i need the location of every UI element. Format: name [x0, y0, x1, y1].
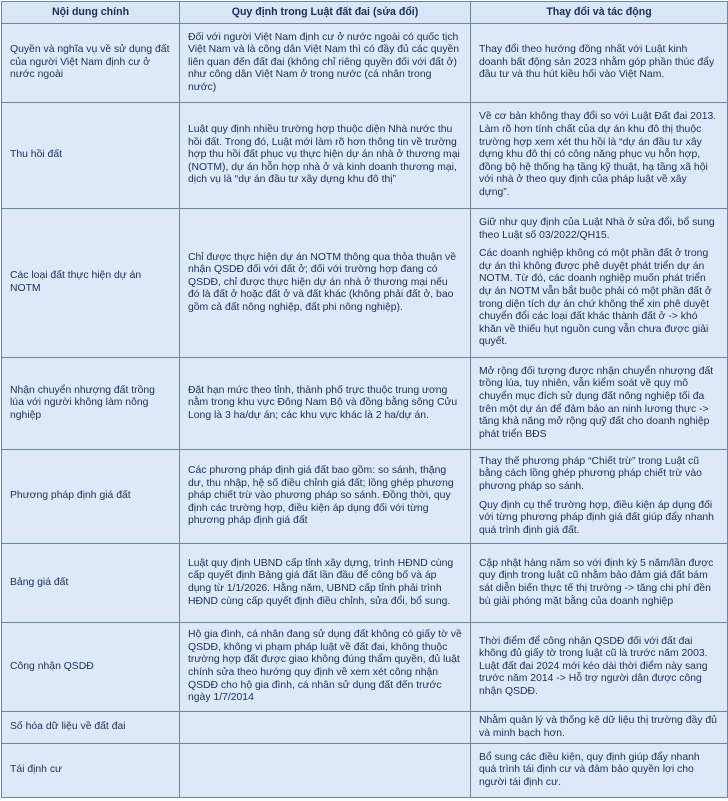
- impact-cell: [471, 103, 728, 209]
- topic-cell: Các loại đất thực hiện dự án NOTM: [2, 209, 180, 358]
- topic-cell: Nhận chuyển nhượng đất trồng lúa với người không làm nông nghiệp: [2, 358, 180, 450]
- impact-text: Quy định cụ thể trường hợp, điều kiện áp dụng đối với từng phương pháp định giá đất giúp đẩy nhanh quá trình định giá đất.: [479, 499, 714, 536]
- law-cell: Đối với người Việt Nam định cư ở nước ngoài có quốc tịch Việt Nam và là công dân Việt Nam thì có đầy đủ các quyền liên quan đến đất đai (không chỉ riêng quyền đối với đất ở) như công dân Việt Nam ở trong nước (cá nhân trong nước): [180, 24, 471, 103]
- impact-text: Các doanh nghiệp không có một phần đất ở trong dự án thì không được phê duyệt phát triển dự án NOTM. Từ đó, các doanh nghiệp muốn phát triển dự án NOTM vẫn bắt buộc phải có một phần đất ở trong diện tích dự án chứ không thể xin phê duyệt chuyển đổi các loại đất khác thành đất ở -> khó khăn về thiếu hụt nguồn cung vẫn chưa được giải quyết.: [479, 248, 712, 348]
- impact-text: Bổ sung các điều kiện, quy định giúp đẩy nhanh quá trình tái định cư và đảm bảo quyền lợi cho người tái định cư.: [479, 751, 700, 788]
- table-row: [2, 103, 728, 209]
- table-row: [2, 450, 728, 544]
- impact-cell: [471, 24, 728, 103]
- table-row: [2, 358, 728, 450]
- table-row: [2, 712, 728, 744]
- impact-text: Nhằm quản lý và thống kê dữ liệu thị trường đầy đủ và minh bạch hơn.: [479, 715, 717, 739]
- impact-text: Về cơ bản không thay đổi so với Luật Đất đai 2013. Làm rõ hơn tính chất của dự án khu đô thị thuộc trường hợp xem xét thu hồi là “dự án đầu tư xây dựng khu đô thị có công năng phục vụ hỗn hợp, đồng bộ hệ thống hạ tầng kỹ thuật, hạ tầng xã hội với nhà ở theo quy định của pháp luật về xây dựng”.: [479, 111, 717, 198]
- impact-cell: [471, 623, 728, 712]
- header-law: Quy định trong Luật đất đai (sửa đổi): [180, 2, 471, 24]
- impact-text: Thay thế phương pháp “Chiết trừ” trong Luật cũ bằng cách lồng ghép phương pháp chiết trừ vào phương pháp so sánh.: [479, 455, 702, 492]
- topic-cell: Số hóa dữ liệu về đất đai: [2, 712, 180, 744]
- law-cell: Chỉ được thực hiện dự án NOTM thông qua thỏa thuận về nhận QSDĐ đối với đất ở; đối với trường hợp đang có QSDĐ, chỉ được thực hiện dự án nhà ở thương mại nếu đó là đất ở hoặc đất ở và đất khác (không phải đất ở, bao gồm cả đất nông nghiệp, đất phi nông nghiệp).: [180, 209, 471, 358]
- topic-cell: Bảng giá đất: [2, 544, 180, 623]
- table-header-row: [2, 2, 728, 24]
- law-cell: [180, 712, 471, 744]
- impact-text: Thay đổi theo hướng đồng nhất với Luật kinh doanh bất động sản 2023 nhằm góp phần thúc đẩy đầu tư và thu hút kiều hối vào Việt Nam.: [479, 44, 715, 81]
- impact-cell: [471, 744, 728, 798]
- impact-text: Giữ như quy định của Luật Nhà ở sửa đổi, bổ sung theo Luật số 03/2022/QH15.: [479, 217, 715, 241]
- impact-cell: [471, 450, 728, 544]
- topic-cell: Thu hồi đất: [2, 103, 180, 209]
- impact-cell: [471, 712, 728, 744]
- impact-text: Cập nhật hàng năm so với định kỳ 5 năm/lần được quy định trong luật cũ nhằm bảo đảm giá đất bám sát diễn biến thực tế thị trường -> tăng chi phí đền bù giải phóng mặt bằng của doanh nghiệp: [479, 557, 714, 607]
- table-row: [2, 744, 728, 798]
- law-cell: Hộ gia đình, cá nhân đang sử dụng đất không có giấy tờ về QSDĐ, không vi phạm pháp luật về đất đai, không thuộc trường hợp đất được giao không đúng thẩm quyền, đủ luật chính sửa theo hướng quy định về xem xét công nhận QSDĐ cho hộ gia đình, cá nhân sử dụng đất đến trước ngày 1/7/2014: [180, 623, 471, 712]
- table-row: [2, 209, 728, 358]
- header-topic: Nội dung chính: [2, 2, 180, 24]
- header-impact: Thay đổi và tác động: [471, 2, 728, 24]
- table-row: [2, 623, 728, 712]
- impact-cell: [471, 358, 728, 450]
- land-law-table: [1, 1, 728, 798]
- law-cell: [180, 744, 471, 798]
- impact-cell: [471, 544, 728, 623]
- topic-cell: Quyền và nghĩa vụ về sử dụng đất của người Việt Nam định cư ở nước ngoài: [2, 24, 180, 103]
- impact-text: Mở rộng đối tượng được nhận chuyển nhượng đất trồng lúa, tuy nhiên, vẫn kiểm soát về quy mô chuyển mục đích sử dụng đất nông nghiệp tối đa trên một dự án để đảm bảo an ninh lương thực -> tăng khả năng mở rộng quỹ đất cho doanh nghiệp phát triển BĐS: [479, 365, 714, 440]
- table-row: [2, 544, 728, 623]
- law-cell: Luật quy định UBND cấp tỉnh xây dựng, trình HĐND cùng cấp quyết định Bảng giá đất lần đầu để công bố và áp dụng từ 1/1/2026. Hằng năm, UBND cấp tỉnh phải trình HĐND cùng cấp quyết định điều chỉnh, sửa đổi, bổ sung.: [180, 544, 471, 623]
- law-cell: Các phương pháp định giá đất bao gồm: so sánh, thặng dư, thu nhập, hệ số điều chỉnh giá đất; lồng ghép phương pháp chiết trừ vào phương pháp so sánh. Đồng thời, quy định các trường hợp, điều kiện áp dụng đối với từng phương pháp định giá đất: [180, 450, 471, 544]
- topic-cell: Phương pháp định giá đất: [2, 450, 180, 544]
- impact-cell: [471, 209, 728, 358]
- topic-cell: Công nhận QSDĐ: [2, 623, 180, 712]
- law-cell: Đặt hạn mức theo tỉnh, thành phố trực thuộc trung ương nằm trong khu vực Đông Nam Bộ và đồng bằng sông Cửu Long là 3 ha/dự án; các khu vực khác là 2 ha/dự án.: [180, 358, 471, 450]
- table-row: [2, 24, 728, 103]
- impact-text: Thời điểm để công nhận QSDĐ đối với đất đai không đủ giấy tờ trong luật cũ là trước năm 2003. Luật đất đai 2024 mới kéo dài thời điểm này sang trước năm 2014 -> Hỗ trợ người dân được công nhận QSDĐ.: [479, 635, 708, 697]
- law-cell: Luật quy định nhiều trường hợp thuộc diện Nhà nước thu hồi đất. Trong đó, Luật mới làm rõ hơn thông tin về trường hợp thu hồi đất phục vụ thực hiện dự án nhà ở thương mại (NOTM), dự án hỗn hợp nhà ở và kinh doanh thương mại, dịch vụ là “dự án đầu tư xây dựng khu đô thị”: [180, 103, 471, 209]
- topic-cell: Tái định cư: [2, 744, 180, 798]
